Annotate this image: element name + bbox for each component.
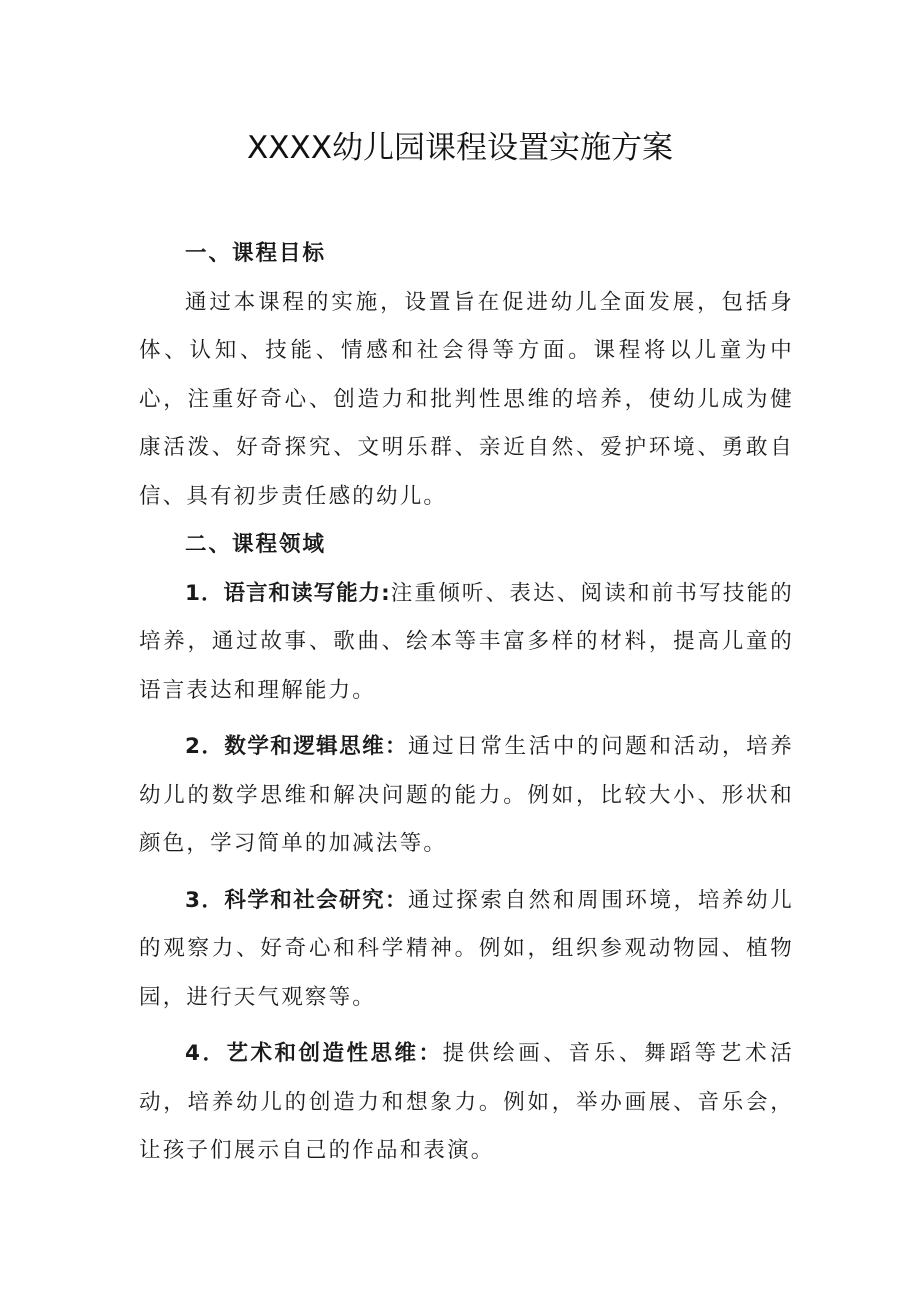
goals-paragraph: 通过本课程的实施，设置旨在促进幼儿全面发展，包括身体、认知、技能、情感和社会得等方面。课程将以儿童为中心，注重好奇心、创造力和批判性思维的培养，使幼儿成为健康活泼、好奇探究、文明乐群、亲近自然、爱护环境、勇敢自信、具有初步责任感的幼儿。 — [139, 289, 794, 509]
domain-item-lead: 4．艺术和创造性思维： — [185, 1041, 443, 1066]
document-body — [139, 230, 794, 1184]
domain-item-text: 注重倾听、表达、阅读和前书写技能的培养，通过故事、歌曲、绘本等丰富多样的材料，提高儿童的语言表达和理解能力。 — [139, 580, 794, 703]
domain-item-lead: 1．语言和读写能力: — [185, 580, 391, 606]
section-heading-domains: 二、课程领域 — [185, 532, 327, 557]
domain-item-art — [139, 1030, 794, 1176]
domain-item-language — [139, 570, 794, 716]
document-title: XXXX幼儿园课程设置实施方案 — [247, 130, 673, 166]
domain-item-text: 提供绘画、音乐、舞蹈等艺术活动，培养幼儿的创造力和想象力。例如，举办画展、音乐会，让孩子们展示自己的作品和表演。 — [139, 1041, 794, 1163]
domain-item-math — [139, 723, 794, 869]
domain-item-science — [139, 877, 794, 1023]
domain-item-lead: 2．数学和逻辑思维： — [185, 734, 408, 759]
domain-item-text: 通过日常生活中的问题和活动，培养幼儿的数学思维和解决问题的能力。例如，比较大小、形状和颜色，学习简单的加减法等。 — [139, 734, 794, 856]
section-heading-goals: 一、课程目标 — [185, 241, 327, 266]
domain-item-text: 通过探索自然和周围环境，培养幼儿的观察力、好奇心和科学精神。例如，组织参观动物园、植物园，进行天气观察等。 — [139, 887, 794, 1010]
domain-item-lead: 3．科学和社会研究： — [185, 887, 408, 913]
